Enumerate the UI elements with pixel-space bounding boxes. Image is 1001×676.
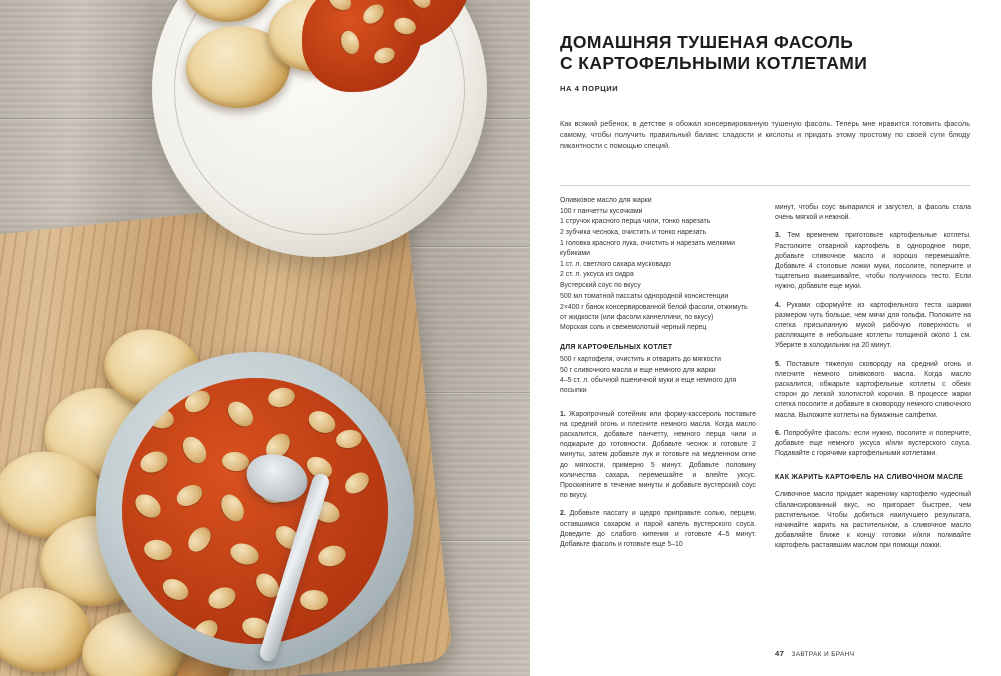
step-number: 6. <box>775 429 781 437</box>
column-left <box>560 196 756 558</box>
step-text: минут, чтобы соус выпарился и загустел, а фасоль стала очень мягкой и нежной. <box>775 203 971 222</box>
page-number: 47 <box>775 649 785 658</box>
step-number: 2. <box>560 510 566 518</box>
step-number: 3. <box>775 232 781 240</box>
list-item: Морская соль и свежемолотый черный перец <box>560 324 707 332</box>
step-item <box>775 360 971 421</box>
step-item <box>560 410 756 502</box>
tip-heading: КАК ЖАРИТЬ КАРТОФЕЛЬ НА СЛИВОЧНОМ МАСЛЕ <box>775 474 964 482</box>
list-item: 50 г сливочного масла и еще немного для жарки <box>560 366 716 374</box>
step-text: Жаропрочный сотейник или форму-кассероль поставьте на средний огонь и плесните немного масла. Когда масло раскалится, добавьте панчетту, немного перца чили и поджарьте до готовности. Добавьте чеснок и готовьте 2 минуты, затем добавьте лук и готовьте на медленном огне до мягкости, примерно 5 минут. Добавьте половину количества сахара, перемешайте и влейте уксус. Проскипните в течение минуты и добавьте вустерский соус по вкусу. <box>560 410 756 500</box>
step-item <box>775 429 971 460</box>
step-item <box>775 231 971 292</box>
step-text: Поставьте тяжелую сковороду на средний огонь и плесните немного оливкового масла. Когда масло раскалится, обжарьте картофельные котлеты с обеих сторон до легкой золотистой корочки. В процессе жарки слегка посолите и добавьте в сковороду немного сливочного масла. Выложите котлеты на бумажные салфетки. <box>775 360 972 419</box>
ingredients-list <box>560 196 756 334</box>
list-item: 1 ст. л. светлого сахара мусковадо <box>560 260 671 268</box>
page-title <box>560 32 980 74</box>
list-item: Оливковое масло для жарки <box>560 197 652 204</box>
steps-left <box>560 410 756 551</box>
page-footer <box>775 649 854 658</box>
column-right <box>775 196 971 559</box>
servings-label: НА 4 ПОРЦИИ <box>560 84 619 93</box>
list-item: 2 ст. л. уксуса из сидра <box>560 271 634 279</box>
bean <box>300 590 328 610</box>
step-number: 5. <box>775 360 781 368</box>
ingredients-list-cutlets <box>560 355 756 397</box>
recipe-title-line-2: С КАРТОФЕЛЬНЫМИ КОТЛЕТАМИ <box>560 53 868 73</box>
recipe-intro: Как всякий ребенок, в детстве я обожал консервированную тушеную фасоль. Теперь мне нравится готовить фасоль самому, чтобы получить правильный баланс сладости и кислоты и придать этому простому по своей сути блюду пикантности с помощью специй. <box>560 119 970 151</box>
list-item: 2 зубчика чеснока, очистить и тонко нарезать <box>560 229 707 237</box>
list-item: 500 г картофеля, очистить и отварить до мягкости <box>560 355 721 363</box>
step-number: 1. <box>560 410 566 418</box>
step-item-continuation <box>775 203 971 223</box>
list-item: Вустерский соус по вкусу <box>560 282 641 290</box>
step-text: Тем временем приготовьте картофельные котлеты. Растолките отварной картофель в однородное пюре, добавьте сливочное масло и хорошо перемешайте. Добавьте 4 столовые ложки муки, посолите, поперчите и тщательно вымешивайте, чтобы получилось тесто. Если нужно, добавьте еще муки. <box>775 232 971 291</box>
ingredients-subheading: ДЛЯ КАРТОФЕЛЬНЫХ КОТЛЕТ <box>560 343 673 351</box>
section-divider <box>560 185 971 186</box>
recipe-text-page <box>530 0 1001 676</box>
step-text: Добавьте пассату и щедро приправьте солью, перцем, оставшимся сахаром и парой капель вустерского соуса. Доведите до слабого кипения и готовьте 4–5 минут. Добавьте фасоль и готовьте еще 5–10 <box>560 510 756 549</box>
list-item: 1 стручок красного перца чили, тонко нарезать <box>560 218 711 226</box>
list-item: 100 г панчетты кусочками <box>560 207 643 215</box>
step-item <box>560 509 756 550</box>
step-item <box>775 301 971 352</box>
recipe-title-line-1: ДОМАШНЯЯ ТУШЕНАЯ ФАСОЛЬ <box>560 32 854 52</box>
step-text: Попробуйте фасоль: если нужно, посолите и поперчите, добавьте еще немного уксуса и/или вустерского соуса. Подавайте с горячими картофельными котлетами. <box>775 429 971 458</box>
list-item: 4–5 ст. л. обычной пшеничной муки и еще немного для посыпки <box>560 377 737 395</box>
pan-contents <box>122 378 388 644</box>
list-item: 2×400 г банок консервированной белой фасоли, отжимуть от жидкости (или фасоли каннеллини, по вкусу) <box>560 303 748 321</box>
tip-body: Сливочное масло придает жареному картофелю чудесный сбалансированный вкус, но пригорает быстрее, чем растительное. Чтобы добиться наилучшего результата, начинайте жарить на растительном, а сливочное масло добавляйте ближе к концу готовки и/или поливайте картофель растаявшим маслом при помощи ложки. <box>775 491 971 550</box>
list-item: 500 мл томатной пассаты однородной консистенции <box>560 292 729 300</box>
step-number: 4. <box>775 301 781 309</box>
section-name: ЗАВТРАК И БРАНЧ <box>791 651 855 658</box>
cast-iron-pan <box>96 352 414 670</box>
list-item: 1 головка красного лука, очистить и нарезать мелкими кубиками <box>560 239 735 258</box>
step-text: Руками сформуйте из картофельного теста шарики размером чуть больше, чем мячи для гольфа. Положите на слегка присыпанную мукой рабочую поверхность и расплющите в небольшие котлеты толщиной около 1 см. Уберите в холодильник на 20 минут. <box>775 301 972 350</box>
